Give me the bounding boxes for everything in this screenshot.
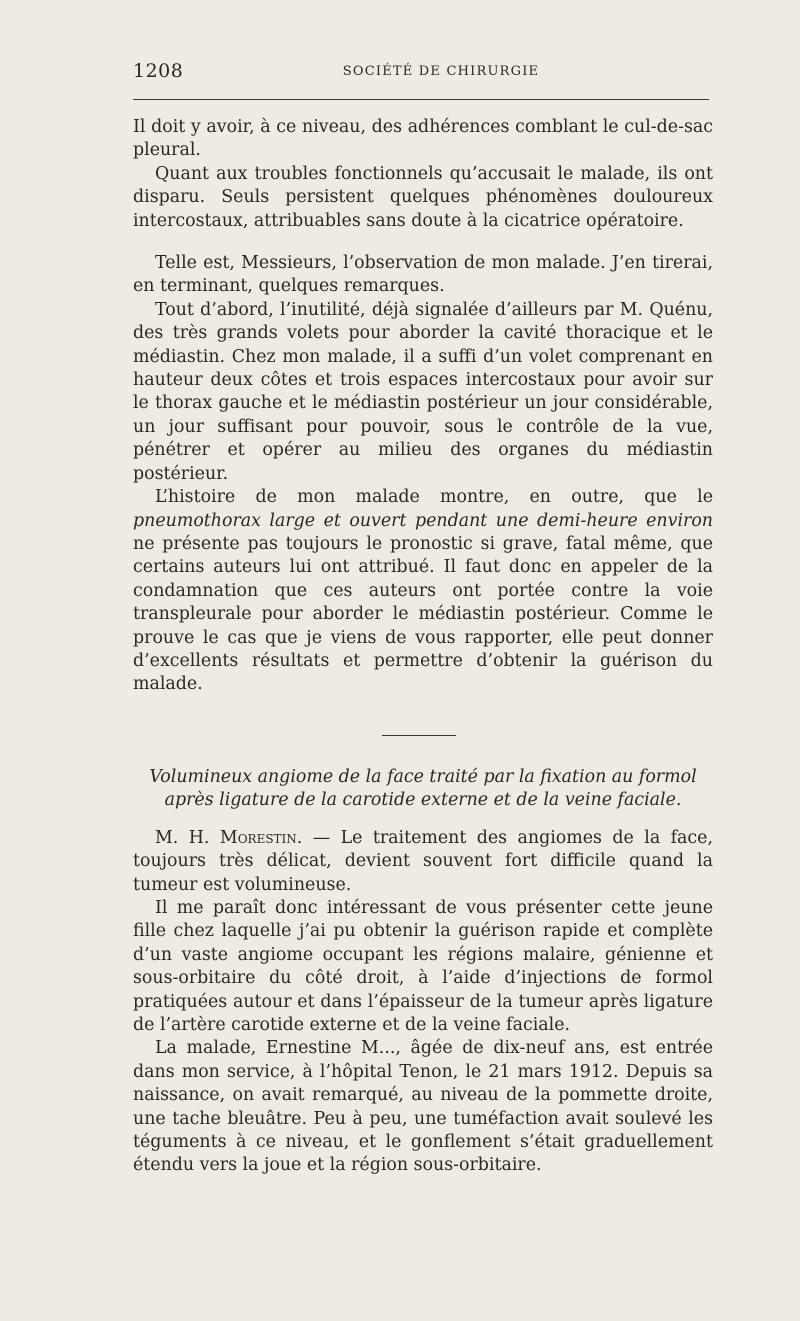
paragraph (133, 486, 713, 697)
running-title: SOCIÉTÉ DE CHIRURGIE (342, 64, 540, 79)
paragraph: Il doit y avoir, à ce niveau, des adhérences comblant le cul-de-sac pleural. (133, 117, 713, 161)
body-text (133, 116, 713, 1178)
section-title (133, 766, 713, 812)
paragraph (133, 827, 713, 897)
text-run: L’histoire de mon malade montre, en outre, que le (155, 487, 713, 508)
paragraph: Il me paraît donc intéressant de vous présenter cette jeune fille chez laquelle j’ai pu obtenir la guérison rapide et complète d’un vaste angiome occupant les régions malaire, génienne et sous-orbitaire du côté droit, à l’aide d’injections de formol pratiquées autour et dans l’épaisseur de la tumeur après ligature de l’artère carotide externe et de la veine faciale. (133, 897, 713, 1035)
header-rule (133, 99, 709, 100)
text-run: — Le traitement des angiomes de la face, toujours très délicat, devient souvent fort difficile quand la tumeur est volumineuse. (133, 827, 713, 895)
author-name: M. H. Morestin. (155, 827, 303, 848)
paragraph: Tout d’abord, l’inutilité, déjà signalée d’ailleurs par M. Quénu, des très grands volets pour aborder la cavité thoracique et le médiastin. Chez mon malade, il a suffi d’un volet comprenant en hauteur deux côtes et trois espaces intercostaux pour avoir sur le thorax gauche et le médiastin postérieur un jour considérable, un jour suffisant pour pouvoir, sous le contrôle de la vue, pénétrer et opérer au milieu des organes du médiastin postérieur. (133, 299, 713, 484)
paragraph: La malade, Ernestine M..., âgée de dix-neuf ans, est entrée dans mon service, à l’hôpital Tenon, le 21 mars 1912. Depuis sa naissance, on avait remarqué, au niveau de la pommette droite, une tache bleuâtre. Peu à peu, une tuméfaction avait soulevé les téguments à ce niveau, et le gonflement s’était graduellement étendu vers la joue et la région sous-orbitaire. (133, 1038, 713, 1176)
paragraph: Quant aux troubles fonctionnels qu’accusait le malade, ils ont disparu. Seuls persistent quelques phénomènes douloureux intercostaux, attribuables sans doute à la cicatrice opératoire. (133, 163, 713, 231)
section-title-line: après ligature de la carotide externe et de la veine faciale. (164, 789, 682, 810)
text-run: ne présente pas toujours le pronostic si grave, fatal même, que certains auteurs lui ont attribué. Il faut donc en appeler de la condamnation que ces auteurs ont portée contre la voie transpleurale pour aborder le médiastin postérieur. Comme le prouve le cas que je viens de vous rapporter, elle peut donner d’excellents résultats et permettre d’obtenir la guérison du malade. (133, 533, 713, 695)
italic-run: pneumothorax large et ouvert pendant une demi-heure environ (133, 510, 713, 531)
paragraph: Telle est, Messieurs, l’observation de mon malade. J’en tirerai, en terminant, quelques remarques. (133, 253, 713, 297)
section-title-line: Volumineux angiome de la face traité par la fixation au formol (149, 766, 697, 787)
page-number: 1208 (133, 60, 184, 82)
section-divider (382, 735, 456, 736)
page-header (133, 60, 709, 84)
